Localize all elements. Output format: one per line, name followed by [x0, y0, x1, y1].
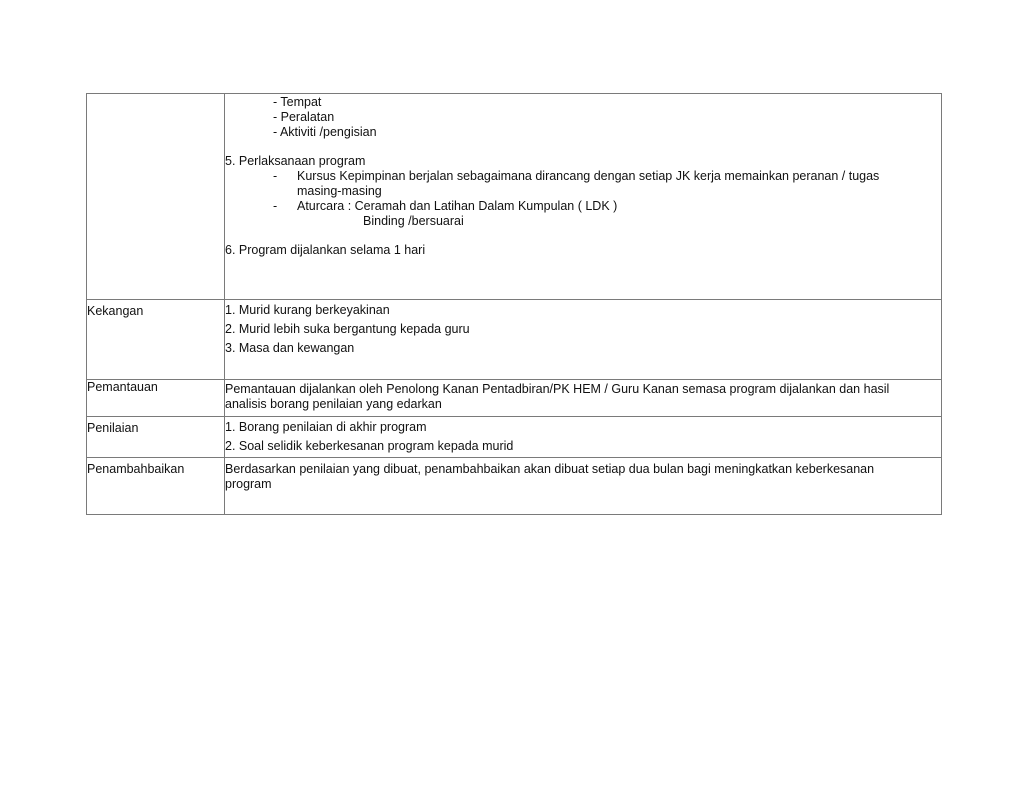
list-item: 2. Murid lebih suka bergantung kepada guru — [225, 322, 470, 336]
row-label-penambahbaikan: Penambahbaikan — [87, 458, 225, 515]
list-item — [273, 169, 941, 199]
sub-item-text: Kursus Kepimpinan berjalan sebagaimana dirancang dengan setiap JK kerja memainkan peranan / tugas masing-masing — [297, 169, 880, 198]
list-item: - Peralatan — [273, 110, 335, 124]
list-item: 1. Borang penilaian di akhir program — [225, 420, 427, 434]
table-row — [87, 458, 942, 515]
dash-marker: - — [273, 199, 278, 213]
program-report-table — [86, 93, 942, 515]
row-label-kekangan: Kekangan — [87, 300, 225, 380]
table-row — [87, 380, 942, 417]
list-item: 1. Murid kurang berkeyakinan — [225, 303, 390, 317]
list-item: 3. Masa dan kewangan — [225, 341, 355, 355]
dash-marker: - — [273, 169, 278, 183]
list-item: - Tempat — [273, 95, 322, 109]
monitoring-text: Pemantauan dijalankan oleh Penolong Kanan Pentadbiran/PK HEM / Guru Kanan semasa program dijalankan dan hasil analisis borang penilaian yang edarkan — [225, 382, 890, 411]
item-6: 6. Program dijalankan selama 1 hari — [225, 243, 426, 257]
evaluation-cell — [225, 417, 942, 458]
sub-item-continuation: Binding /bersuarai — [363, 214, 464, 228]
sub-item-text: Aturcara : Ceramah dan Latihan Dalam Kumpulan ( LDK ) — [297, 199, 618, 213]
table-row — [87, 94, 942, 300]
table-row — [87, 417, 942, 458]
constraints-cell — [225, 300, 942, 380]
table-row — [87, 300, 942, 380]
implementation-cell — [225, 94, 942, 300]
list-item: - Aktiviti /pengisian — [273, 125, 377, 139]
row-label-pemantauan: Pemantauan — [87, 380, 225, 417]
row-label-penilaian: Penilaian — [87, 417, 225, 458]
list-item: 2. Soal selidik keberkesanan program kepada murid — [225, 439, 514, 453]
item-5-heading: 5. Perlaksanaan program — [225, 154, 366, 168]
row-label-empty — [87, 94, 225, 300]
improvement-text: Berdasarkan penilaian yang dibuat, penambahbaikan akan dibuat setiap dua bulan bagi meningkatkan keberkesanan program — [225, 462, 875, 491]
list-item — [273, 199, 941, 229]
